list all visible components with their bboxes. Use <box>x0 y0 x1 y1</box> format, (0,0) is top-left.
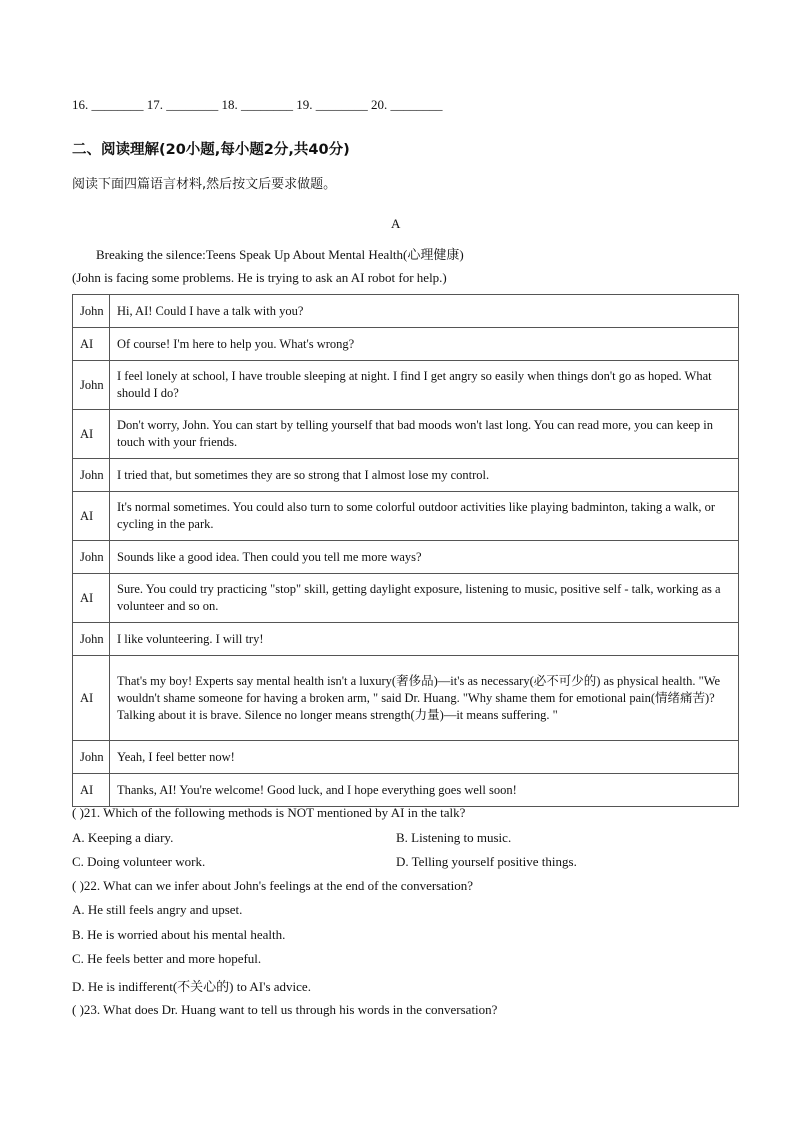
line-cell: It's normal sometimes. You could also turn to some colorful outdoor activities like playing badminton, taking a walk, or cycling in the park. <box>110 492 739 541</box>
dialogue-row <box>73 774 739 807</box>
speaker-cell: John <box>73 361 110 410</box>
dialogue-row <box>73 410 739 459</box>
passage-title: Breaking the silence:Teens Speak Up About Mental Health(心理健康) <box>96 247 464 262</box>
line-cell: I like volunteering. I will try! <box>110 623 739 656</box>
line-cell: I feel lonely at school, I have trouble sleeping at night. I find I get angry so easily when things don't go as hoped. What should I do? <box>110 361 739 410</box>
dialogue-row <box>73 459 739 492</box>
option-d: D. He is indifferent(不关心的) to AI's advice. <box>72 979 311 994</box>
line-cell: I tried that, but sometimes they are so strong that I almost lose my control. <box>110 459 739 492</box>
dialogue-row <box>73 541 739 574</box>
option-b: B. Listening to music. <box>396 830 512 845</box>
option-c: C. Doing volunteer work. <box>72 854 206 869</box>
line-cell: Sounds like a good idea. Then could you tell me more ways? <box>110 541 739 574</box>
dialogue-row <box>73 328 739 361</box>
question-stem: ( )22. What can we infer about John's feelings at the end of the conversation? <box>72 878 473 893</box>
line-cell: Hi, AI! Could I have a talk with you? <box>110 295 739 328</box>
option-c: C. He feels better and more hopeful. <box>72 951 262 966</box>
speaker-cell: AI <box>73 492 110 541</box>
speaker-cell: AI <box>73 774 110 807</box>
question-stem: ( )21. Which of the following methods is NOT mentioned by AI in the talk? <box>72 805 466 820</box>
section-title: 二、阅读理解(20小题,每小题2分,共40分) <box>72 142 350 158</box>
line-cell: Of course! I'm here to help you. What's wrong? <box>110 328 739 361</box>
line-cell: Don't worry, John. You can start by telling yourself that bad moods won't last long. You can read more, you can keep in touch with your friends. <box>110 410 739 459</box>
dialogue-row <box>73 295 739 328</box>
dialogue-row <box>73 741 739 774</box>
question-stem: ( )23. What does Dr. Huang want to tell us through his words in the conversation? <box>72 1002 498 1017</box>
speaker-cell: John <box>73 295 110 328</box>
option-d: D. Telling yourself positive things. <box>396 854 577 869</box>
section-instruction: 阅读下面四篇语言材料,然后按文后要求做题。 <box>72 177 337 192</box>
dialogue-row <box>73 656 739 741</box>
dialogue-row <box>73 492 739 541</box>
option-b: B. He is worried about his mental health. <box>72 927 286 942</box>
speaker-cell: John <box>73 541 110 574</box>
line-cell: That's my boy! Experts say mental health isn't a luxury(奢侈品)—it's as necessary(必不可少的) as physical health. "We wouldn't shame someone for having a broken arm, " said Dr. Huang. "Why shame them for emotional pain(情绪痛苦)? Talking about it is brave. Silence no longer means strength(力量)—it means suffering. " <box>110 656 739 741</box>
part-label: A <box>391 216 401 231</box>
option-a: A. Keeping a diary. <box>72 830 174 845</box>
line-cell: Yeah, I feel better now! <box>110 741 739 774</box>
passage-context: (John is facing some problems. He is trying to ask an AI robot for help.) <box>72 270 447 285</box>
speaker-cell: John <box>73 459 110 492</box>
dialogue-table <box>72 294 739 807</box>
line-cell: Sure. You could try practicing "stop" skill, getting daylight exposure, listening to music, positive self - talk, working as a volunteer and so on. <box>110 574 739 623</box>
dialogue-row <box>73 574 739 623</box>
speaker-cell: John <box>73 741 110 774</box>
option-a: A. He still feels angry and upset. <box>72 902 243 917</box>
dialogue-row <box>73 623 739 656</box>
line-cell: Thanks, AI! You're welcome! Good luck, and I hope everything goes well soon! <box>110 774 739 807</box>
speaker-cell: AI <box>73 328 110 361</box>
dialogue-row <box>73 361 739 410</box>
speaker-cell: AI <box>73 574 110 623</box>
answer-blanks-line: 16. ________ 17. ________ 18. ________ 19. ________ 20. ________ <box>72 97 443 112</box>
speaker-cell: John <box>73 623 110 656</box>
speaker-cell: AI <box>73 656 110 741</box>
speaker-cell: AI <box>73 410 110 459</box>
